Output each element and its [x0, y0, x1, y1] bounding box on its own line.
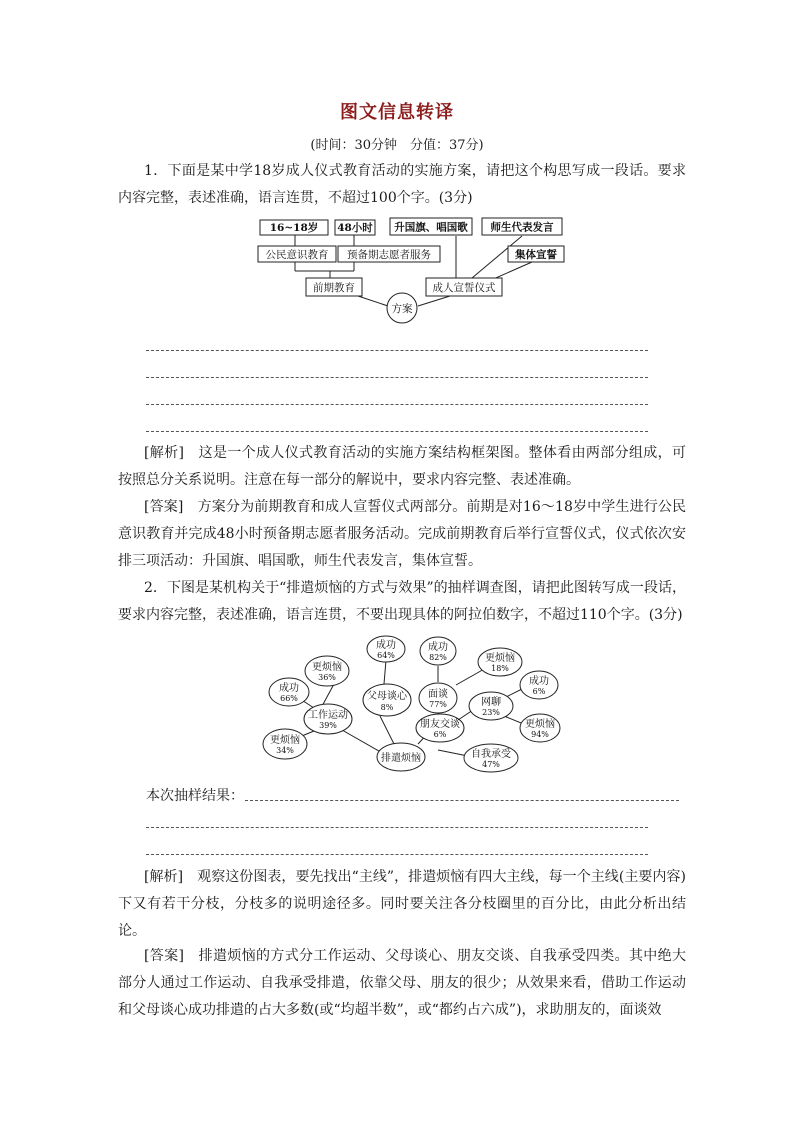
answer-line: [146, 431, 648, 432]
label-face-success: 成功: [428, 642, 448, 653]
pct-work-worse2: 34%: [276, 746, 294, 755]
text-volunteer: 预备期志愿者服务: [347, 249, 431, 261]
pct-net-worse: 94%: [531, 730, 549, 739]
label-net: 网聊: [481, 697, 501, 708]
coping-survey-diagram: [256, 632, 568, 778]
text-civic: 公民意识教育: [265, 249, 329, 261]
pct-work-worse1: 36%: [318, 673, 336, 682]
q2-analysis: [解析] 观察这份图表，要先找出“主线”，排遣烦恼有四大主线，每一个主线(主要内容)下又有若干分枝，分枝多的说明途径多。同时要关注各分枝圈里的百分比，由此分析出结论。: [118, 869, 686, 939]
answer-line: [146, 404, 648, 405]
question-2-prompt: 2．下图是某机构关于“排遣烦恼的方式与效果”的抽样调查图，请把此图转写成一段话，要求内容完整，表述准确，语言连贯，不要出现具体的阿拉伯数字，不超过110个字。(3分): [118, 580, 686, 623]
label-work-success: 成功: [279, 683, 299, 694]
text-plan: 方案: [391, 303, 413, 315]
exam-meta: (时间：30分钟 分值：37分): [310, 138, 484, 153]
page-title: 图文信息转译: [340, 102, 454, 123]
pct-net: 23%: [482, 708, 500, 717]
label-center: 排遣烦恼: [381, 753, 421, 764]
pct-face-success: 82%: [429, 653, 447, 662]
q1-answer: [答案] 方案分为前期教育和成人宣誓仪式两部分。前期是对16～18岁中学生进行公民意识教育并完成48小时预备期志愿者服务活动。完成前期教育后举行宣誓仪式，仪式依次安排三项活动：升国旗、唱国歌，师生代表发言，集体宣誓。: [118, 499, 686, 569]
text-ceremony: 成人宣誓仪式: [432, 282, 496, 294]
text-hours: 48小时: [337, 222, 373, 234]
label-self: 自我承受: [471, 749, 511, 760]
answer-line: [146, 377, 648, 378]
text-flag: 升国旗、唱国歌: [394, 221, 468, 234]
pct-net-success: 6%: [532, 687, 546, 696]
plan-structure-diagram: [250, 214, 570, 324]
label-work-worse2: 更烦恼: [270, 735, 300, 746]
result-label: 本次抽样结果：: [146, 788, 244, 804]
label-face: 面谈: [428, 689, 448, 700]
answer-line: [146, 827, 648, 828]
pct-friends: 6%: [433, 730, 447, 739]
q2-answer: [答案] 排遣烦恼的方式分工作运动、父母谈心、朋友交谈、自我承受四类。其中绝大部分人通过工作运动、自我承受排遣，依靠父母、朋友的很少；从效果来看，借助工作运动和父母谈心成功排遣的占大多数(或“均超半数”，或“都约占六成”)，求助朋友的，面谈效: [118, 948, 686, 1018]
text-oath: 集体宣誓: [515, 249, 557, 261]
question-1-prompt: 1．下面是某中学18岁成人仪式教育活动的实施方案，请把这个构思写成一段话。要求内容完整，表述准确，语言连贯，不超过100个字。(3分): [118, 163, 686, 206]
answer-line: [146, 854, 648, 855]
label-parents-success: 成功: [376, 640, 396, 651]
text-pre: 前期教育: [313, 282, 355, 294]
answer-line: [245, 800, 679, 801]
label-face-worse: 更烦恼: [485, 653, 515, 664]
label-net-success: 成功: [529, 676, 549, 687]
label-net-worse: 更烦恼: [525, 719, 555, 730]
pct-face: 77%: [429, 700, 447, 709]
label-work-worse1: 更烦恼: [312, 662, 342, 673]
label-work: 工作运动: [308, 710, 348, 721]
pct-self: 47%: [482, 760, 500, 769]
pct-parents-success: 64%: [377, 651, 395, 660]
pct-work: 39%: [319, 721, 337, 730]
pct-face-worse: 18%: [491, 664, 509, 673]
label-parents: 父母谈心: [367, 691, 407, 702]
answer-line: [146, 350, 648, 351]
label-friends: 朋友交谈: [420, 719, 460, 730]
q1-analysis: [解析] 这是一个成人仪式教育活动的实施方案结构框架图。整体看由两部分组成，可按照总分关系说明。注意在每一部分的解说中，要求内容完整、表述准确。: [118, 445, 686, 488]
text-teacher: 师生代表发言: [490, 221, 554, 234]
pct-work-success: 66%: [280, 694, 298, 703]
pct-parents: 8%: [380, 703, 394, 712]
text-age: 16~18岁: [269, 222, 319, 234]
